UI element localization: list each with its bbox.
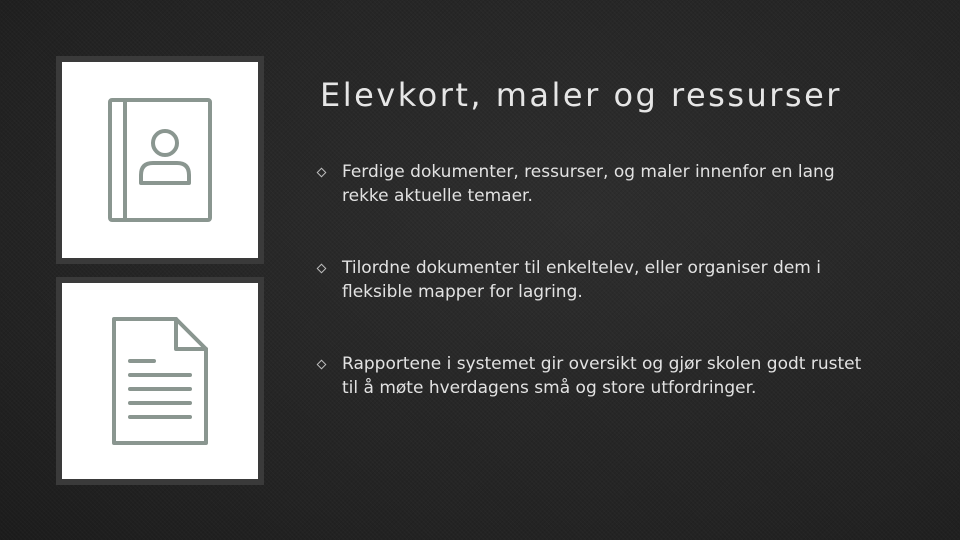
document-icon [110, 315, 210, 447]
contact-book-icon [105, 95, 215, 225]
bullet-item [316, 352, 876, 400]
diamond-bullet-icon [317, 168, 327, 178]
bullet-text: Tilordne dokumenter til enkeltelev, eller organiser dem i fleksible mapper for lagring. [342, 258, 821, 302]
bullet-text: Rapportene i systemet gir oversikt og gjør skolen godt rustet til å møte hverdagens små og store utfordringer. [342, 354, 862, 398]
contact-book-card [56, 56, 264, 264]
diamond-bullet-icon [317, 264, 327, 274]
bullet-item [316, 160, 876, 208]
bullet-list [316, 160, 876, 400]
diamond-bullet-icon [317, 360, 327, 370]
slide-title: Elevkort, maler og ressurser [320, 76, 842, 114]
bullet-text: Ferdige dokumenter, ressurser, og maler innenfor en lang rekke aktuelle temaer. [342, 162, 835, 206]
document-card [56, 277, 264, 485]
document-card-inner [62, 283, 258, 479]
bullet-item [316, 256, 876, 304]
contact-book-card-inner [62, 62, 258, 258]
